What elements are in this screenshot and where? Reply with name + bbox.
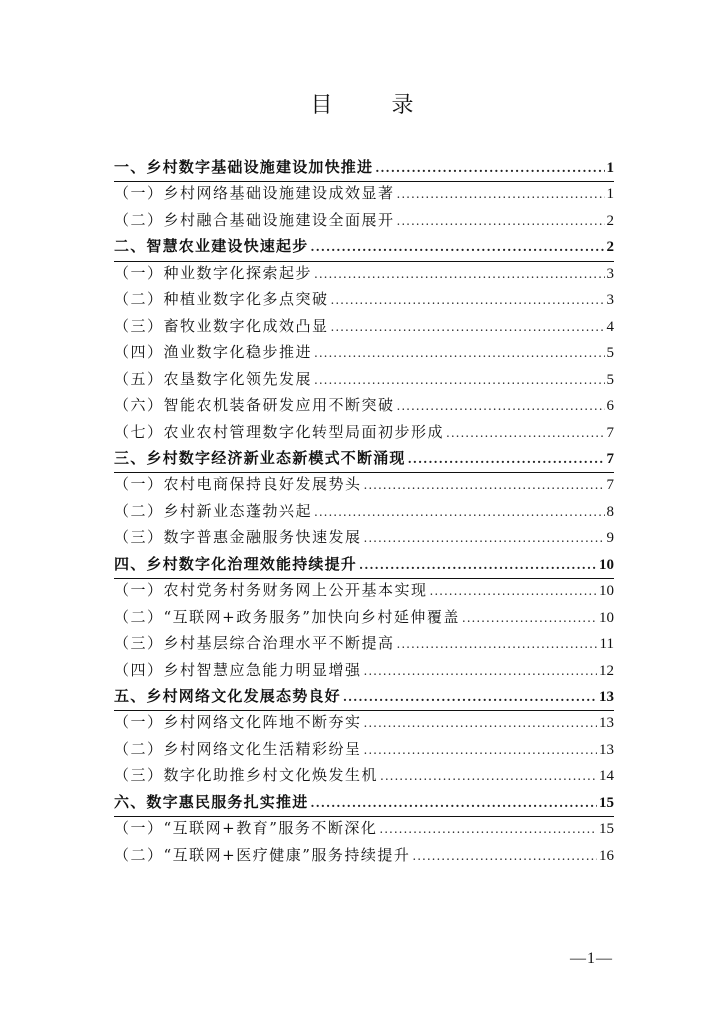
- toc-section-entry[interactable]: [114, 182, 614, 209]
- toc-chapter-entry[interactable]: [114, 685, 614, 711]
- toc-entry-page-number: 15: [599, 794, 614, 811]
- dot-leader: [364, 664, 597, 678]
- dot-leader: [314, 373, 604, 387]
- dot-leader: [314, 346, 604, 360]
- toc-entry-page-number: 3: [606, 292, 614, 309]
- dot-leader: [364, 478, 605, 492]
- dot-leader: [364, 531, 605, 545]
- toc-entry-title: 六、数字惠民服务扎实推进: [114, 792, 309, 811]
- dot-leader: [359, 558, 597, 572]
- toc-entry-title: （一）农村党务村务财务网上公开基本实现: [114, 581, 428, 600]
- toc-entry-title: （四）渔业数字化稳步推进: [114, 343, 313, 362]
- toc-entry-title: （二）“互联网+医疗健康”服务持续提升: [114, 845, 411, 864]
- dot-leader: [314, 505, 604, 519]
- toc-entry-page-number: 5: [606, 345, 614, 362]
- toc-entry-title: （三）数字化助推乡村文化焕发生机: [114, 766, 379, 785]
- toc-entry-title: （一）“互联网+教育”服务不断深化: [114, 819, 378, 838]
- toc-entry-page-number: 10: [599, 609, 614, 626]
- dot-leader: [343, 690, 597, 704]
- toc-entry-page-number: 15: [599, 821, 614, 838]
- dot-leader: [364, 716, 597, 730]
- toc-chapter-entry[interactable]: [114, 553, 614, 579]
- toc-entry-title: 一、乡村数字基础设施建设加快推进: [114, 158, 374, 176]
- toc-chapter-entry[interactable]: [114, 447, 614, 473]
- toc-section-entry[interactable]: [114, 262, 614, 289]
- toc-entry-page-number: 2: [606, 239, 614, 256]
- toc-entry-title: （一）乡村网络文化阵地不断夯实: [114, 713, 362, 732]
- dot-leader: [314, 267, 604, 281]
- dot-leader: [397, 214, 605, 228]
- toc-section-entry[interactable]: [114, 711, 614, 738]
- toc-section-entry[interactable]: [114, 738, 614, 765]
- toc-entry-page-number: 10: [599, 583, 614, 600]
- toc-section-entry[interactable]: [114, 209, 614, 236]
- toc-entry-title: 四、乡村数字化治理效能持续提升: [114, 554, 358, 573]
- toc-entry-page-number: 13: [599, 715, 614, 732]
- toc-entry-page-number: 13: [599, 741, 614, 758]
- dot-leader: [397, 637, 598, 651]
- toc-chapter-entry[interactable]: [114, 791, 614, 817]
- dot-leader: [331, 293, 605, 307]
- page-number-footer: —1—: [570, 950, 613, 967]
- toc-section-entry[interactable]: [114, 473, 614, 500]
- toc-section-entry[interactable]: [114, 606, 614, 633]
- toc-entry-title: 三、乡村数字经济新业态新模式不断涌现: [114, 449, 406, 468]
- toc-entry-page-number: 12: [599, 662, 614, 679]
- dot-leader: [331, 320, 605, 334]
- toc-entry-title: （五）农垦数字化领先发展: [114, 369, 313, 388]
- toc-entry-title: （一）种业数字化探索起步: [114, 263, 313, 282]
- toc-entry-page-number: 7: [606, 451, 614, 468]
- dot-leader: [412, 849, 597, 863]
- toc-entry-page-number: 10: [599, 556, 614, 573]
- toc-entry-page-number: 1: [606, 160, 614, 176]
- toc-entry-title: 二、智慧农业建设快速起步: [114, 237, 309, 256]
- toc-entry-title: （三）数字普惠金融服务快速发展: [114, 528, 362, 547]
- dot-leader: [380, 769, 597, 783]
- toc-entry-title: （三）畜牧业数字化成效凸显: [114, 316, 329, 335]
- toc-entry-title: （二）种植业数字化多点突破: [114, 290, 329, 309]
- toc-section-entry[interactable]: [114, 341, 614, 368]
- dot-leader: [310, 796, 597, 810]
- toc-entry-title: 五、乡村网络文化发展态势良好: [114, 687, 341, 706]
- toc-section-entry[interactable]: [114, 315, 614, 342]
- toc-entry-page-number: 7: [606, 477, 614, 494]
- dot-leader: [430, 584, 597, 598]
- dot-leader: [379, 822, 597, 836]
- toc-entry-title: （一）乡村网络基础设施建设成效显著: [114, 184, 395, 203]
- toc-entry-page-number: 13: [599, 689, 614, 706]
- toc-section-entry[interactable]: [114, 394, 614, 421]
- dot-leader: [397, 187, 605, 201]
- toc-entry-title: （二）乡村新业态蓬勃兴起: [114, 501, 313, 520]
- toc-entry-page-number: 14: [599, 768, 614, 785]
- toc-section-entry[interactable]: [114, 844, 614, 871]
- toc-entry-page-number: 6: [606, 398, 614, 415]
- dot-leader: [310, 240, 604, 254]
- toc-entry-title: （四）乡村智慧应急能力明显增强: [114, 660, 362, 679]
- toc-entry-page-number: 7: [606, 424, 614, 441]
- toc-chapter-entry[interactable]: [114, 156, 614, 182]
- dot-leader: [364, 743, 597, 757]
- toc-section-entry[interactable]: [114, 659, 614, 686]
- toc-entry-title: （七）农业农村管理数字化转型局面初步形成: [114, 422, 445, 441]
- toc-section-entry[interactable]: [114, 632, 614, 659]
- toc-entry-page-number: 2: [606, 212, 614, 229]
- dot-leader: [462, 611, 597, 625]
- toc-entry-page-number: 3: [606, 265, 614, 282]
- toc-chapter-entry[interactable]: [114, 235, 614, 261]
- toc-section-entry[interactable]: [114, 500, 614, 527]
- toc-section-entry[interactable]: [114, 764, 614, 791]
- toc-entry-title: （六）智能农机装备研发应用不断突破: [114, 396, 395, 415]
- toc-section-entry[interactable]: [114, 288, 614, 315]
- dot-leader: [397, 399, 605, 413]
- toc-section-entry[interactable]: [114, 579, 614, 606]
- dot-leader: [408, 452, 605, 466]
- toc-section-entry[interactable]: [114, 526, 614, 553]
- toc-entry-page-number: 4: [606, 318, 614, 335]
- toc-section-entry[interactable]: [114, 368, 614, 395]
- toc-entry-title: （二）乡村网络文化生活精彩纷呈: [114, 739, 362, 758]
- toc-entry-title: （二）“互联网+政务服务”加快向乡村延伸覆盖: [114, 607, 460, 626]
- table-of-contents: [114, 156, 614, 870]
- toc-entry-page-number: 5: [606, 371, 614, 388]
- dot-leader: [446, 426, 604, 440]
- toc-entry-page-number: 8: [606, 503, 614, 520]
- toc-entry-title: （二）乡村融合基础设施建设全面展开: [114, 210, 395, 229]
- toc-entry-page-number: 1: [606, 186, 614, 203]
- toc-section-entry[interactable]: [114, 817, 614, 844]
- toc-entry-title: （一）农村电商保持良好发展势头: [114, 475, 362, 494]
- toc-entry-page-number: 9: [606, 530, 614, 547]
- toc-entry-page-number: 16: [599, 847, 614, 864]
- toc-entry-page-number: 11: [599, 636, 614, 653]
- page-title: 目 录: [310, 93, 440, 118]
- toc-section-entry[interactable]: [114, 421, 614, 448]
- dot-leader: [375, 161, 604, 175]
- toc-entry-title: （三）乡村基层综合治理水平不断提高: [114, 634, 395, 653]
